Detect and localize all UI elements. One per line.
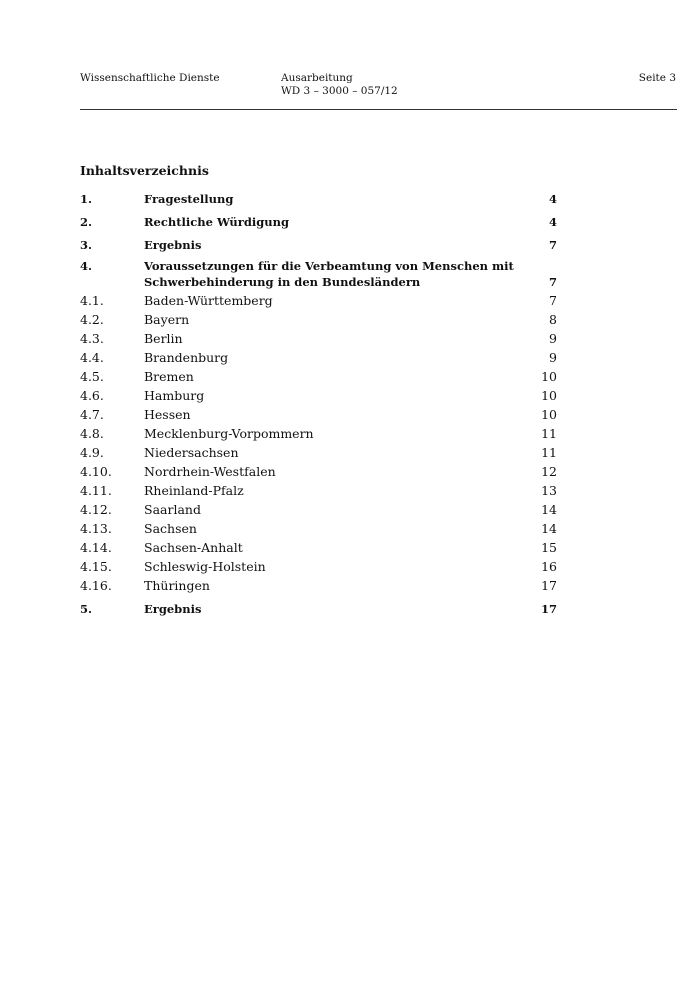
toc-entry-number: 4.9. <box>80 445 104 460</box>
toc-entry[interactable] <box>80 255 557 292</box>
toc-entry[interactable] <box>80 349 557 368</box>
toc-entry-number: 4.5. <box>80 369 104 384</box>
toc-entry-page: 11 <box>541 445 557 460</box>
toc-entry-label: Brandenburg <box>144 350 229 365</box>
toc-entry-number: 4.6. <box>80 388 104 403</box>
toc-entry-page: 17 <box>541 578 557 593</box>
toc-entry-page: 13 <box>541 483 557 498</box>
toc-entry-page: 10 <box>541 407 557 422</box>
page-header <box>80 72 676 108</box>
toc-entry-number: 4.1. <box>80 293 104 308</box>
toc-entry-number: 5. <box>80 602 93 616</box>
toc-entry[interactable] <box>80 387 557 406</box>
toc-entry-page: 15 <box>541 540 557 555</box>
table-of-contents <box>80 192 557 619</box>
toc-entry-number: 4.3. <box>80 331 104 346</box>
toc-entry-page: 14 <box>541 521 557 536</box>
toc-entry-number: 4. <box>80 259 93 273</box>
toc-entry[interactable] <box>80 501 557 520</box>
toc-entry-number: 4.2. <box>80 312 104 327</box>
header-document-info <box>281 72 398 98</box>
toc-entry-page: 4 <box>548 215 557 229</box>
toc-entry[interactable] <box>80 444 557 463</box>
toc-entry-label-line: Schwerbehinderung in den Bundesländern <box>144 275 421 289</box>
toc-entry-number: 4.11. <box>80 483 112 498</box>
toc-entry-label: Niedersachsen <box>144 445 239 460</box>
toc-entry-number: 4.14. <box>80 540 112 555</box>
toc-entry-label: Rechtliche Würdigung <box>144 215 290 229</box>
toc-entry-label: Berlin <box>144 331 183 346</box>
toc-entry[interactable] <box>80 577 557 596</box>
toc-entry-page: 7 <box>548 275 557 289</box>
toc-entry[interactable] <box>80 596 557 619</box>
toc-entry[interactable] <box>80 311 557 330</box>
toc-entry[interactable] <box>80 368 557 387</box>
toc-entry[interactable] <box>80 232 557 255</box>
toc-entry-page: 10 <box>541 388 557 403</box>
toc-entry[interactable] <box>80 406 557 425</box>
toc-entry-number: 4.13. <box>80 521 112 536</box>
toc-entry-number: 4.4. <box>80 350 104 365</box>
toc-entry-number: 3. <box>80 238 93 252</box>
toc-entry-number: 2. <box>80 215 93 229</box>
toc-entry-page: 8 <box>549 312 557 327</box>
toc-entry-label: Rheinland-Pfalz <box>144 483 244 498</box>
toc-entry[interactable] <box>80 558 557 577</box>
toc-entry[interactable] <box>80 463 557 482</box>
toc-entry-label <box>144 258 534 290</box>
toc-entry-label: Schleswig-Holstein <box>144 559 266 574</box>
toc-entry-label: Hamburg <box>144 388 205 403</box>
toc-entry-label: Ergebnis <box>144 238 202 252</box>
toc-entry-label: Bayern <box>144 312 190 327</box>
toc-entry-number: 1. <box>80 192 93 206</box>
toc-entry-label: Sachsen-Anhalt <box>144 540 243 555</box>
toc-entry-page: 16 <box>541 559 557 574</box>
toc-entry-label: Saarland <box>144 502 201 517</box>
toc-entry-label-line: Voraussetzungen für die Verbeamtung von Menschen mit <box>144 259 514 273</box>
toc-entry-page: 12 <box>541 464 557 479</box>
toc-entry[interactable] <box>80 292 557 311</box>
toc-entry[interactable] <box>80 192 557 209</box>
toc-entry-number: 4.7. <box>80 407 104 422</box>
toc-entry-label: Nordrhein-Westfalen <box>144 464 276 479</box>
toc-entry-label: Mecklenburg-Vorpommern <box>144 426 314 441</box>
toc-entry-page: 11 <box>541 426 557 441</box>
header-organization: Wissenschaftliche Dienste <box>80 72 220 84</box>
toc-entry-label: Bremen <box>144 369 194 384</box>
toc-entry-label: Ergebnis <box>144 602 202 616</box>
toc-entry[interactable] <box>80 539 557 558</box>
toc-entry[interactable] <box>80 425 557 444</box>
toc-entry-page: 10 <box>541 369 557 384</box>
toc-title: Inhaltsverzeichnis <box>80 163 209 178</box>
toc-entry-page: 17 <box>540 602 557 616</box>
toc-entry-page: 7 <box>549 293 557 308</box>
toc-entry-number: 4.16. <box>80 578 112 593</box>
toc-entry-label: Fragestellung <box>144 192 234 206</box>
toc-entry-number: 4.8. <box>80 426 104 441</box>
toc-entry-number: 4.15. <box>80 559 112 574</box>
toc-entry-label: Hessen <box>144 407 191 422</box>
toc-entry-page: 14 <box>541 502 557 517</box>
toc-entry-number: 4.10. <box>80 464 112 479</box>
header-doc-number: WD 3 – 3000 – 057/12 <box>281 85 398 97</box>
toc-entry-number: 4.12. <box>80 502 112 517</box>
toc-entry[interactable] <box>80 330 557 349</box>
toc-entry-label: Thüringen <box>144 578 210 593</box>
toc-entry-page: 7 <box>548 238 557 252</box>
toc-entry[interactable] <box>80 520 557 539</box>
toc-entry-label: Baden-Württemberg <box>144 293 273 308</box>
header-page-number: Seite 3 <box>638 72 676 84</box>
header-divider <box>80 109 677 110</box>
toc-entry-label: Sachsen <box>144 521 197 536</box>
header-doc-type: Ausarbeitung <box>281 72 353 84</box>
toc-entry[interactable] <box>80 209 557 232</box>
toc-entry[interactable] <box>80 482 557 501</box>
toc-entry-page: 9 <box>549 350 557 365</box>
toc-entry-page: 4 <box>548 192 557 206</box>
toc-entry-page: 9 <box>549 331 557 346</box>
